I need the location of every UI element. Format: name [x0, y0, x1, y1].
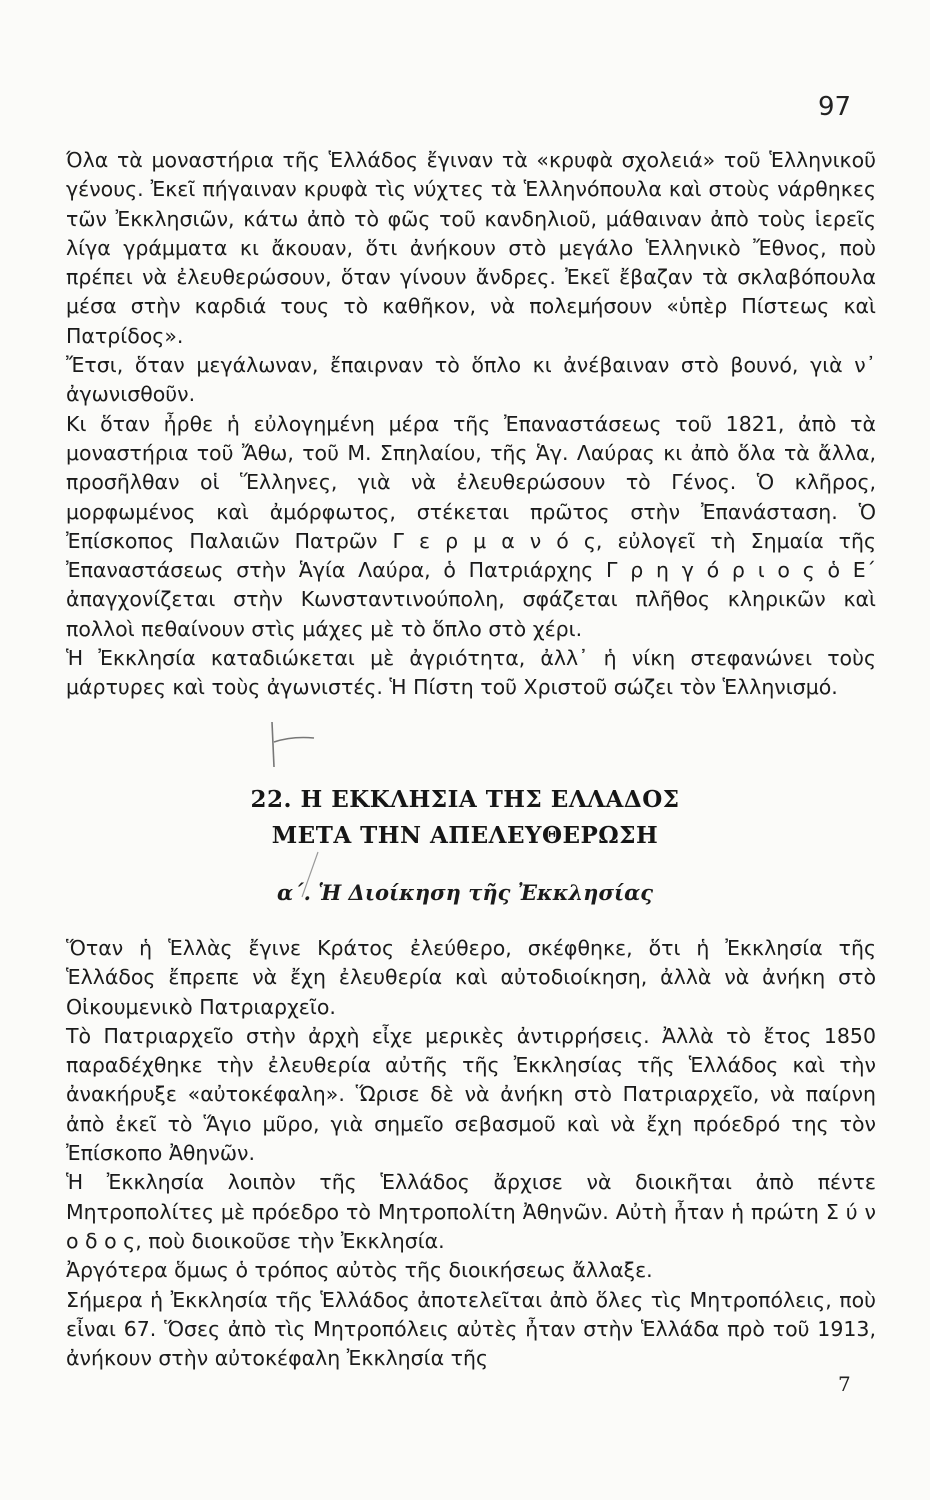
paragraph: Τὸ Πατριαρχεῖο στὴν ἀρχὴ εἶχε μερικὲς ἀντιρρήσεις. Ἀλλὰ τὸ ἔτος 1850 παραδέχθηκε τὴν ἐλευθερία αὐτῆς τῆς Ἐκκλησίας τῆς Ἑλλάδος καὶ τὴν ἀνακήρυξε «αὐτοκέφαλη». Ὥρισε δὲ νὰ ἀνήκη στὸ Πατριαρχεῖο, νὰ παίρνη ἀπὸ ἐκεῖ τὸ Ἅγιο μῦρο, γιὰ σημεῖο σεβασμοῦ καὶ νὰ ἔχη πρόεδρό της τὸν Ἐπίσκοπο Ἀθηνῶν.: [66, 1023, 876, 1166]
text-block-top: [66, 146, 876, 703]
paragraph: Κι ὅταν ἦρθε ἡ εὐλογημένη μέρα τῆς Ἐπαναστάσεως τοῦ 1821, ἀπὸ τὰ μοναστήρια τοῦ Ἄθω, τοῦ Μ. Σπηλαίου, τῆς Ἁγ. Λαύρας κι ἀπὸ ὅλα τὰ ἄλλα, προσῆλθαν οἱ Ἕλληνες, γιὰ νὰ ἐλευθερώσουν τὸ Γένος. Ὁ κλῆρος, μορφωμένος καὶ ἀμόρφωτος, στέκεται πρῶτος στὴν Ἐπανάσταση. Ὁ Ἐπίσκοπος Παλαιῶν Πατρῶν Γ ε ρ μ α ν ό ς, εὐλογεῖ τὴ Σημαία τῆς Ἐπαναστάσεως στὴν Ἁγία Λαύρα, ὁ Πατριάρχης Γ ρ η γ ό ρ ι ο ς ὁ Ε΄ ἀπαγχονίζεται στὴν Κωνσταντινούπολη, σφάζεται πλῆθος κληρικῶν καὶ πολλοὶ πεθαίνουν στὶς μάχες μὲ τὸ ὅπλο στὸ χέρι.: [66, 411, 876, 641]
text-block-bottom: [66, 934, 876, 1373]
paragraph: Ἡ Ἐκκλησία καταδιώκεται μὲ ἀγριότητα, ἀλλ᾽ ἡ νίκη στεφανώνει τοὺς μάρτυρες καὶ τοὺς ἀγωνιστές. Ἡ Πίστη τοῦ Χριστοῦ σώζει τὸν Ἑλληνισμό.: [66, 646, 876, 700]
section-title: α΄. Ἡ Διοίκηση τῆς Ἐκκλησίας: [276, 880, 654, 905]
page-number: 97: [818, 92, 852, 122]
paragraph: Σήμερα ἡ Ἐκκλησία τῆς Ἑλλάδος ἀποτελεῖται ἀπὸ ὅλες τὶς Μητροπόλεις, ποὺ εἶναι 67. Ὅσες ἀπὸ τὶς Μητροπόλεις αὐτὲς ἦταν στὴν Ἑλλάδα πρὸ τοῦ 1913, ἀνήκουν στὴν αὐτοκέφαλη Ἐκκλησία τῆς: [66, 1287, 876, 1371]
paragraph: Ὅταν ἡ Ἑλλὰς ἔγινε Κράτος ἐλεύθερο, σκέφθηκε, ὅτι ἡ Ἐκκλησία τῆς Ἑλλάδος ἔπρεπε νὰ ἔχη ἐλευθερία καὶ αὐτοδιοίκηση, ἀλλὰ νὰ ἀνήκη στὸ Οἰκουμενικὸ Πατριαρχεῖο.: [66, 936, 876, 1019]
paragraph: Ἡ Ἐκκλησία λοιπὸν τῆς Ἑλλάδος ἄρχισε νὰ διοικῆται ἀπὸ πέντε Μητροπολίτες μὲ πρόεδρο τὸ Μητροπολίτη Ἀθηνῶν. Αὐτὴ ἦταν ἡ πρώτη Σ ύ ν ο δ ο ς, ποὺ διοικοῦσε τὴν Ἐκκλησία.: [66, 1170, 876, 1253]
paragraph: Όλα τὰ μοναστήρια τῆς Ἑλλάδος ἔγιναν τὰ «κρυφὰ σχολειά» τοῦ Ἑλληνικοῦ γένους. Ἐκεῖ πήγαιναν κρυφὰ τὶς νύχτες τὰ Ἑλληνόπουλα καὶ στοὺς νάρθηκες τῶν Ἐκκλησιῶν, κάτω ἀπὸ τὸ φῶς τοῦ κανδηλιοῦ, μάθαιναν ἀπὸ τοὺς ἱερεῖς λίγα γράμματα κι ἄκουαν, ὅτι ἀνήκουν στὸ μεγάλο Ἑλληνικὸ Ἔθνος, ποὺ πρέπει νὰ ἐλευθερώσουν, ὅταν γίνουν ἄνδρες. Ἐκεῖ ἔβαζαν τὰ σκλαβόπουλα μέσα στὴν καρδιά τους τὸ καθῆκον, νὰ πολεμήσουν «ὑπὲρ Πίστεως καὶ Πατρίδος».: [66, 148, 876, 348]
chapter-title: 22. Η ΕΚΚΛΗΣΙΑ ΤΗΣ ΕΛΛΑΔΟΣ: [250, 786, 680, 813]
paragraph: Ἀργότερα ὅμως ὁ τρόπος αὐτὸς τῆς διοικήσεως ἄλλαξε.: [66, 1258, 653, 1283]
chapter-subtitle: ΜΕΤΑ ΤΗΝ ΑΠΕΛΕΥΘΕΡΩΣΗ: [271, 822, 659, 849]
printer-signature: 7: [838, 1372, 851, 1396]
paragraph: Ἔτσι, ὅταν μεγάλωναν, ἔπαιρναν τὸ ὅπλο κι ἀνέβαιναν στὸ βουνό, γιὰ ν᾽ ἀγωνισθοῦν.: [66, 353, 876, 407]
